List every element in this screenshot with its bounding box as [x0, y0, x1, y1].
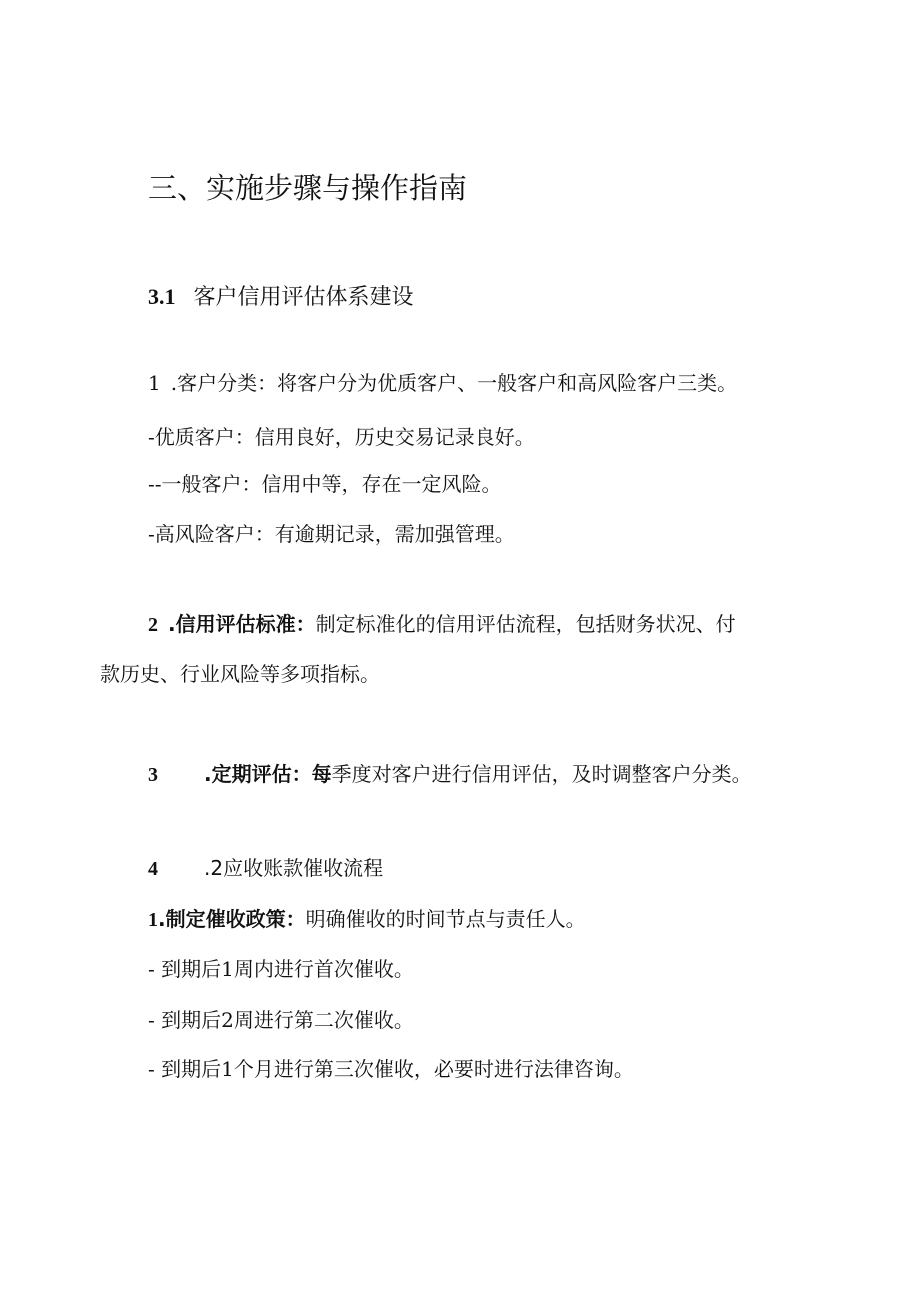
section-title: .2应收账款催收流程	[204, 856, 384, 880]
bullet-second-collection: - 到期后2周进行第二次催收。	[148, 1008, 414, 1032]
item-2-credit-standard	[148, 610, 736, 639]
item-text: 明确催收的时间节点与责任人。	[305, 907, 586, 931]
section-title: 客户信用评估体系建设	[193, 285, 414, 310]
bullet-first-collection: - 到期后1周内进行首次催收。	[148, 957, 414, 981]
bullet-premium-customer: -优质客户：信用良好，历史交易记录良好。	[148, 425, 535, 449]
section-4-2-heading	[148, 854, 383, 883]
item-label: .制定催收政策：	[158, 907, 306, 931]
section-number: 4	[148, 858, 158, 880]
item-text: 制定标准化的信用评估流程，包括财务状况、付	[315, 612, 736, 636]
item-label: .信用评估标准：	[168, 612, 316, 636]
item-3-periodic-review	[148, 760, 752, 789]
item-number: 1	[148, 909, 158, 931]
bullet-general-customer: --一般客户：信用中等，存在一定风险。	[148, 472, 502, 496]
bullet-third-collection: - 到期后1个月进行第三次催收，必要时进行法律咨询。	[148, 1057, 634, 1081]
bullet-high-risk-customer: -高风险客户：有逾期记录，需加强管理。	[148, 522, 515, 546]
section-3-1-heading	[148, 282, 414, 313]
page-heading: 三、实施步骤与操作指南	[148, 171, 468, 205]
item-1-customer-classification	[148, 369, 737, 397]
item-text: .客户分类：将客户分为优质客户、一般客户和高风险客户三类。	[170, 371, 738, 395]
item-text: 季度对客户进行信用评估，及时调整客户分类。	[331, 762, 752, 786]
section-number: 3.1	[148, 284, 176, 309]
item-number: 2	[148, 614, 158, 636]
item-2-continuation: 款历史、行业风险等多项指标。	[100, 662, 380, 686]
item-number: 1	[148, 371, 161, 395]
item-label: .定期评估：每	[204, 762, 332, 786]
item-collection-policy	[148, 905, 586, 934]
item-number: 3	[148, 764, 158, 786]
